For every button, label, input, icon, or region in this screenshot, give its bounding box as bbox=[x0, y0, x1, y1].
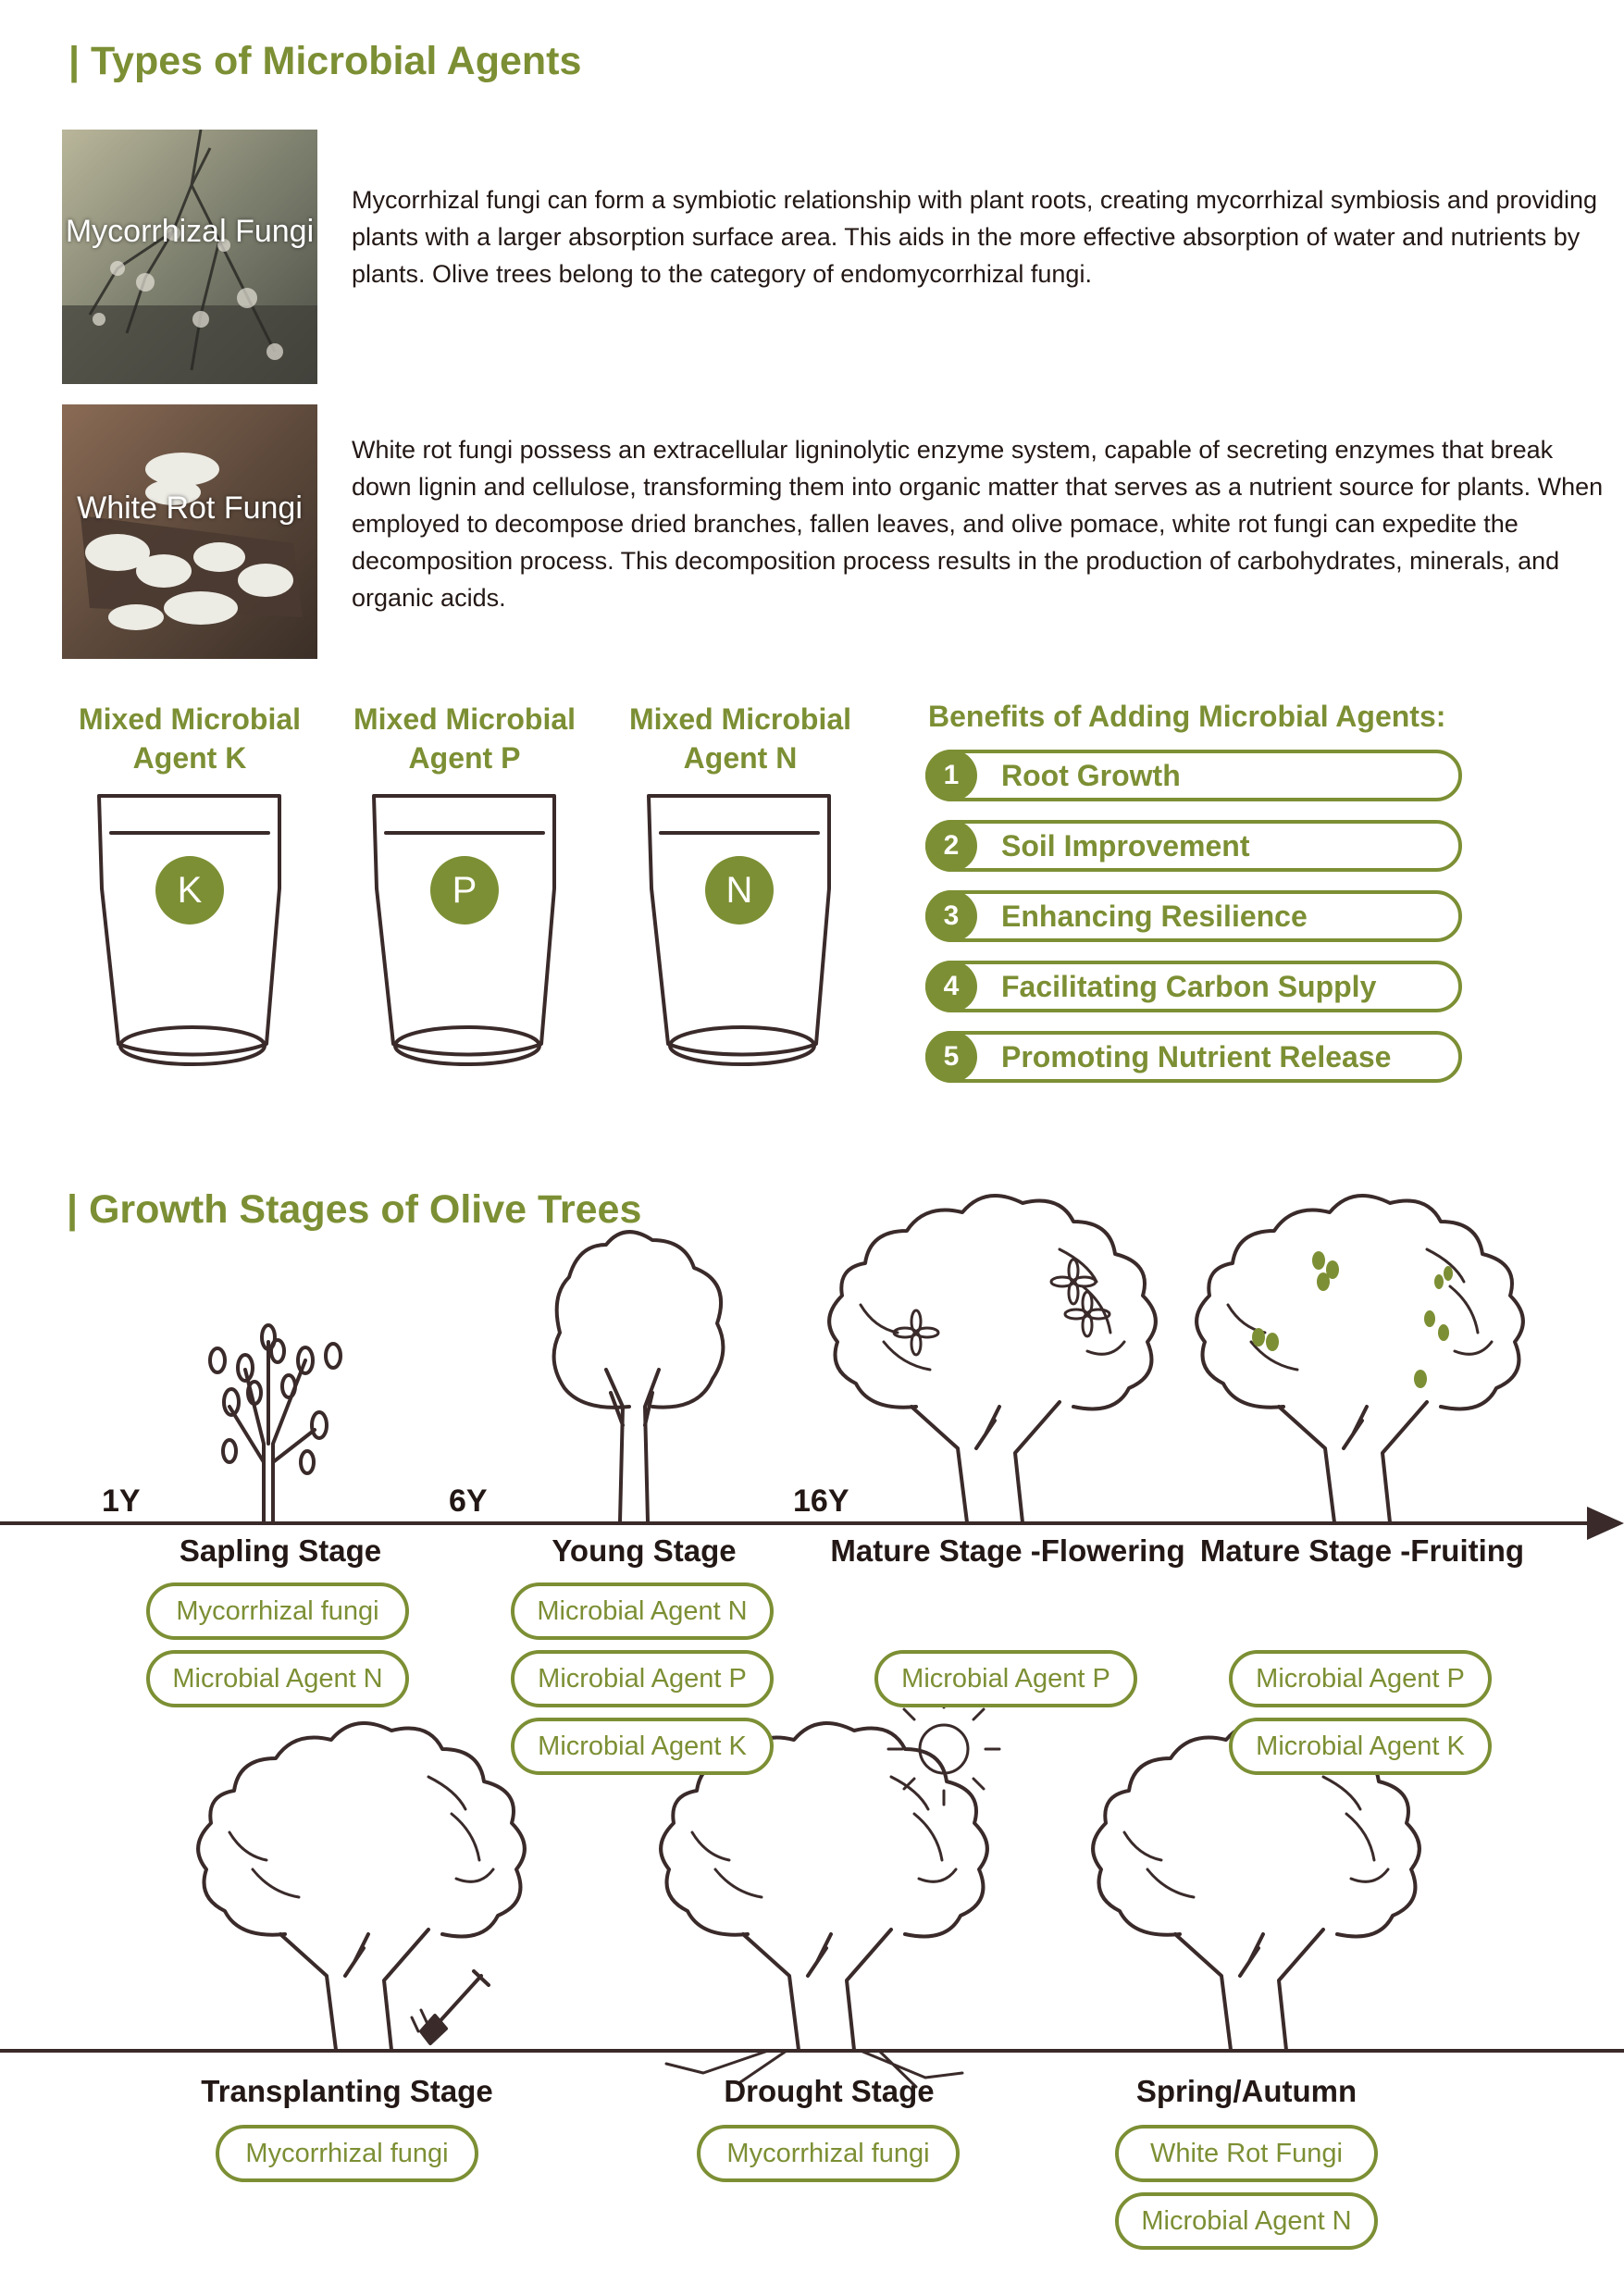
benefit-label: Soil Improvement bbox=[1001, 829, 1250, 863]
timeline-arrowhead bbox=[1587, 1507, 1624, 1540]
stage-young: Young Stage bbox=[552, 1533, 737, 1568]
pill-fruiting-agent-p: Microbial Agent P bbox=[1229, 1650, 1492, 1707]
bag-p-outline bbox=[374, 796, 554, 1064]
mycorrhizal-fungi-photo-label: Mycorrhizal Fungi bbox=[65, 214, 315, 249]
pill-drought-mycorrhizal: Mycorrhizal fungi bbox=[697, 2125, 960, 2182]
pill-spring-agent-n: Microbial Agent N bbox=[1115, 2192, 1378, 2250]
year-label-1y: 1Y bbox=[102, 1483, 141, 1519]
benefit-label: Promoting Nutrient Release bbox=[1001, 1040, 1392, 1074]
pill-flowering-agent-p: Microbial Agent P bbox=[874, 1650, 1137, 1707]
bag-title-k: Mixed Microbial Agent K bbox=[78, 702, 302, 775]
bag-k-letter: K bbox=[177, 870, 203, 911]
benefit-label: Facilitating Carbon Supply bbox=[1001, 970, 1377, 1003]
pill-young-agent-k: Microbial Agent K bbox=[511, 1718, 774, 1775]
pill-sapling-agent-n: Microbial Agent N bbox=[146, 1650, 409, 1707]
flower-icons bbox=[894, 1260, 1110, 1355]
transplanting-tree-drawing bbox=[198, 1723, 525, 2050]
bag-title-p: Mixed Microbial Agent P bbox=[353, 702, 576, 775]
bag-k-outline bbox=[99, 796, 279, 1064]
pill-sapling-mycorrhizal: Mycorrhizal fungi bbox=[146, 1582, 409, 1640]
pill-young-agent-p: Microbial Agent P bbox=[511, 1650, 774, 1707]
young-tree-drawing bbox=[554, 1232, 724, 1521]
section-title-growth-stages: | Growth Stages of Olive Trees bbox=[67, 1187, 642, 1232]
year-label-16y: 16Y bbox=[793, 1483, 849, 1519]
bag-p-letter: P bbox=[452, 870, 477, 911]
shovel-icon bbox=[412, 1971, 489, 2043]
benefit-number: 4 bbox=[925, 961, 977, 1012]
mature-flowering-tree-drawing bbox=[829, 1196, 1156, 1522]
benefit-number: 1 bbox=[925, 750, 977, 801]
benefit-label: Enhancing Resilience bbox=[1001, 900, 1308, 933]
stage-spring-autumn: Spring/Autumn bbox=[1135, 2074, 1357, 2108]
pill-transplanting-mycorrhizal: Mycorrhizal fungi bbox=[216, 2125, 478, 2182]
stage-mature-fruiting: Mature Stage -Fruiting bbox=[1199, 1533, 1525, 1568]
stage-drought: Drought Stage bbox=[724, 2074, 935, 2108]
stage-transplanting: Transplanting Stage bbox=[201, 2074, 493, 2108]
benefit-label: Root Growth bbox=[1001, 759, 1181, 792]
bag-n-outline bbox=[649, 796, 829, 1064]
section-title-microbial-agents: | Types of Microbial Agents bbox=[68, 39, 582, 83]
stage-sapling: Sapling Stage bbox=[179, 1533, 382, 1568]
white-rot-fungi-photo-label: White Rot Fungi bbox=[77, 490, 303, 526]
mycorrhizal-fungi-description: Mycorrhizal fungi can form a symbiotic relationship with plant roots, creating mycorrhizal symbiosis and providing plants with a larger absorption surface area. This aids in the more effective absorption of water and nutrients by plants. Olive trees belong to the category of endomycorrhizal fungi. bbox=[352, 186, 1598, 288]
sapling-tree-drawing bbox=[210, 1325, 341, 1521]
bag-n-letter: N bbox=[725, 870, 753, 911]
year-label-6y: 6Y bbox=[449, 1483, 488, 1519]
pill-young-agent-n: Microbial Agent N bbox=[511, 1582, 774, 1640]
benefit-number: 5 bbox=[925, 1031, 977, 1083]
bag-title-n: Mixed Microbial Agent N bbox=[628, 702, 852, 775]
pill-spring-white-rot: White Rot Fungi bbox=[1115, 2125, 1378, 2182]
benefit-number: 2 bbox=[925, 820, 977, 872]
white-rot-fungi-description: White rot fungi possess an extracellular ligninolytic enzyme system, capable of secreting enzymes that break down lignin and cellulose, transforming them into organic matter that serves as a nutrient source for plants. When employed to decompose dried branches, fallen leaves, and olive pomace, white rot fungi can expedite the decomposition process. This decomposition process results in the production of carbohydrates, minerals, and organic acids. bbox=[352, 436, 1604, 612]
benefit-number: 3 bbox=[925, 890, 977, 942]
benefits-title: Benefits of Adding Microbial Agents: bbox=[928, 700, 1446, 733]
pill-fruiting-agent-k: Microbial Agent K bbox=[1229, 1718, 1492, 1775]
mature-fruiting-tree-drawing bbox=[1196, 1196, 1523, 1522]
stage-mature-flowering: Mature Stage -Flowering bbox=[830, 1533, 1185, 1568]
olive-fruit-icons bbox=[1252, 1251, 1453, 1388]
